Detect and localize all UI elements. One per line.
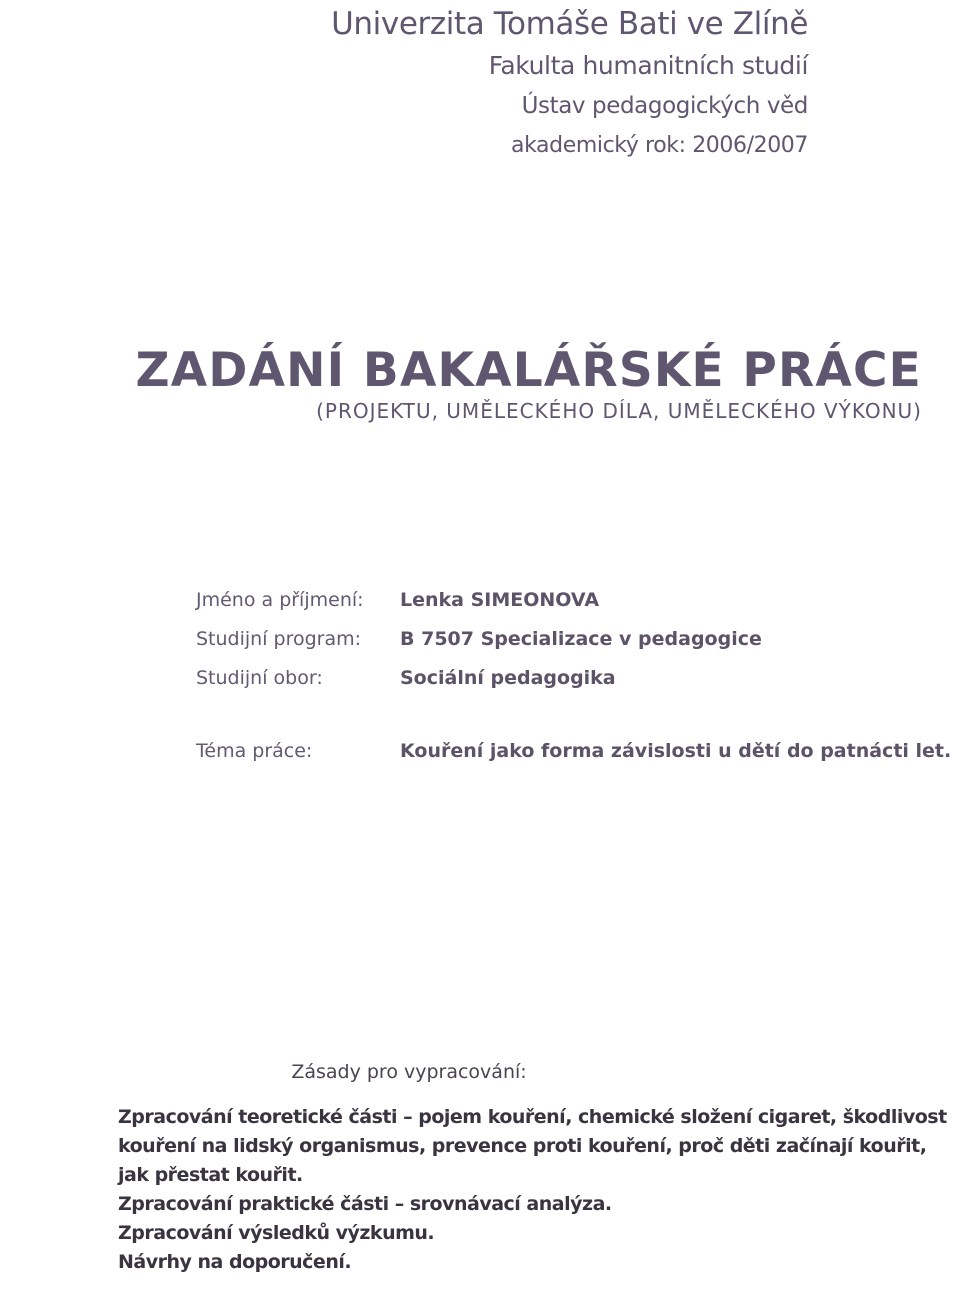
field-row (196, 658, 951, 697)
topic-row (196, 731, 951, 770)
principles-body (118, 1103, 958, 1277)
student-info (196, 580, 951, 770)
field-value: Sociální pedagogika (400, 666, 616, 689)
field-label: Studijní obor: (196, 666, 323, 689)
document-title: ZADÁNÍ BAKALÁŘSKÉ PRÁCE (135, 343, 922, 398)
program-value: B 7507 Specializace v pedagogice (400, 627, 762, 650)
principle-item: Zpracování teoretické části – pojem kouření, chemické složení cigaret, škodlivost kouření na lidský organismus, prevence proti kouření, proč děti začínají kouřit, jak přestat kouřit. (118, 1106, 947, 1186)
document-subtitle: (PROJEKTU, UMĚLECKÉHO DÍLA, UMĚLECKÉHO VÝKONU) (316, 399, 922, 423)
name-row (196, 580, 951, 619)
principle-item: Zpracování praktické části – srovnávací analýza. (118, 1193, 612, 1215)
name-label: Jméno a příjmení: (196, 588, 364, 611)
topic-value: Kouření jako forma závislosti u dětí do patnácti let. (400, 739, 952, 762)
document-title-block (136, 342, 923, 424)
name-value: Lenka SIMEONOVA (400, 588, 600, 611)
principles-heading: Zásady pro vypracování: (291, 1061, 527, 1083)
academic-year: akademický rok: 2006/2007 (511, 133, 808, 158)
university-name: Univerzita Tomáše Bati ve Zlíně (331, 6, 808, 42)
program-label: Studijní program: (196, 627, 362, 650)
topic-label: Téma práce: (196, 739, 313, 762)
institution-header (331, 4, 808, 166)
principles-section (118, 1057, 958, 1277)
principle-item: Návrhy na doporučení. (118, 1251, 352, 1273)
institute-name: Ústav pedagogických věd (521, 93, 808, 119)
program-row (196, 619, 951, 658)
principle-item: Zpracování výsledků výzkumu. (118, 1222, 435, 1244)
faculty-name: Fakulta humanitních studií (488, 51, 808, 80)
